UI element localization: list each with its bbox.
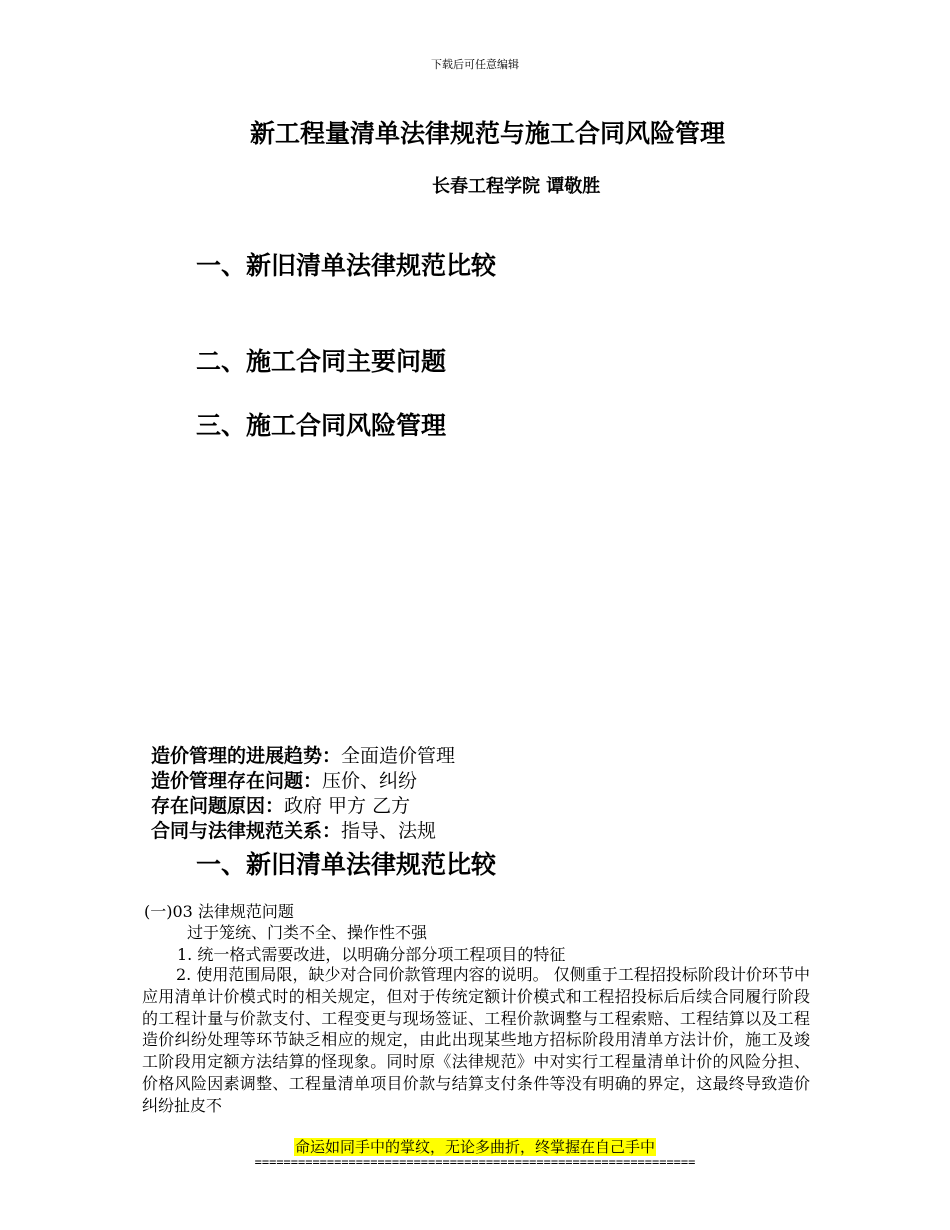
key-point-value: 全面造价管理: [341, 745, 456, 767]
key-point-label: 合同与法律规范关系：: [151, 820, 342, 842]
key-point-value: 政府 甲方 乙方: [284, 795, 411, 817]
key-point-value: 压价、纠纷: [322, 770, 418, 792]
toc-item-1: 一、新旧清单法律规范比较: [196, 251, 497, 280]
key-point-value: 指导、法规: [341, 820, 437, 842]
key-point: [151, 819, 436, 844]
key-point: [151, 769, 417, 794]
footer-rule: =============================================================: [254, 1155, 696, 1169]
footer-motto: [0, 1136, 950, 1157]
list-item-1: 1. 统一格式需要改进，以明确分部分项工程项目的特征: [177, 945, 566, 964]
list-item-2-paragraph: 2. 使用范围局限，缺少对合同价款管理内容的说明。 仅侧重于工程招投标阶段计价环节中应用清单计价模式时的相关规定，但对于传统定额计价模式和工程招投标后后续合同履行阶段的工程计量与价款支付、工程变更与现场签证、工程价款调整与工程索赔、工程结算以及工程造价纠纷处理等环节缺乏相应的规定，由此出现某些地方招标阶段用清单方法计价，施工及竣工阶段用定额方法结算的怪现象。同时原《法律规范》中对实行工程量清单计价的风险分担、价格风险因素调整、工程量清单项目价款与结算支付条件等没有明确的界定，这最终导致造价纠纷扯皮不: [142, 965, 810, 1115]
key-point: [151, 794, 410, 819]
key-point-label: 造价管理的进展趋势：: [151, 745, 342, 767]
key-point: [151, 744, 455, 769]
toc-item-2: 二、施工合同主要问题: [196, 347, 447, 376]
footer-motto-text: 命运如同手中的掌纹，无论多曲折，终掌握在自己手中: [294, 1138, 655, 1156]
key-point-label: 存在问题原因：: [151, 795, 285, 817]
key-point-label: 造价管理存在问题：: [151, 770, 323, 792]
toc-item-3: 三、施工合同风险管理: [196, 411, 447, 440]
section-heading: 一、新旧清单法律规范比较: [196, 850, 497, 879]
document-title: 新工程量清单法律规范与施工合同风险管理: [250, 119, 726, 148]
author-line: 长春工程学院 谭敬胜: [432, 176, 601, 197]
header-note: 下载后可任意编辑: [431, 58, 519, 71]
subsection-heading: (一)03 法律规范问题: [144, 902, 294, 921]
summary-line: 过于笼统、门类不全、操作性不强: [187, 923, 428, 942]
